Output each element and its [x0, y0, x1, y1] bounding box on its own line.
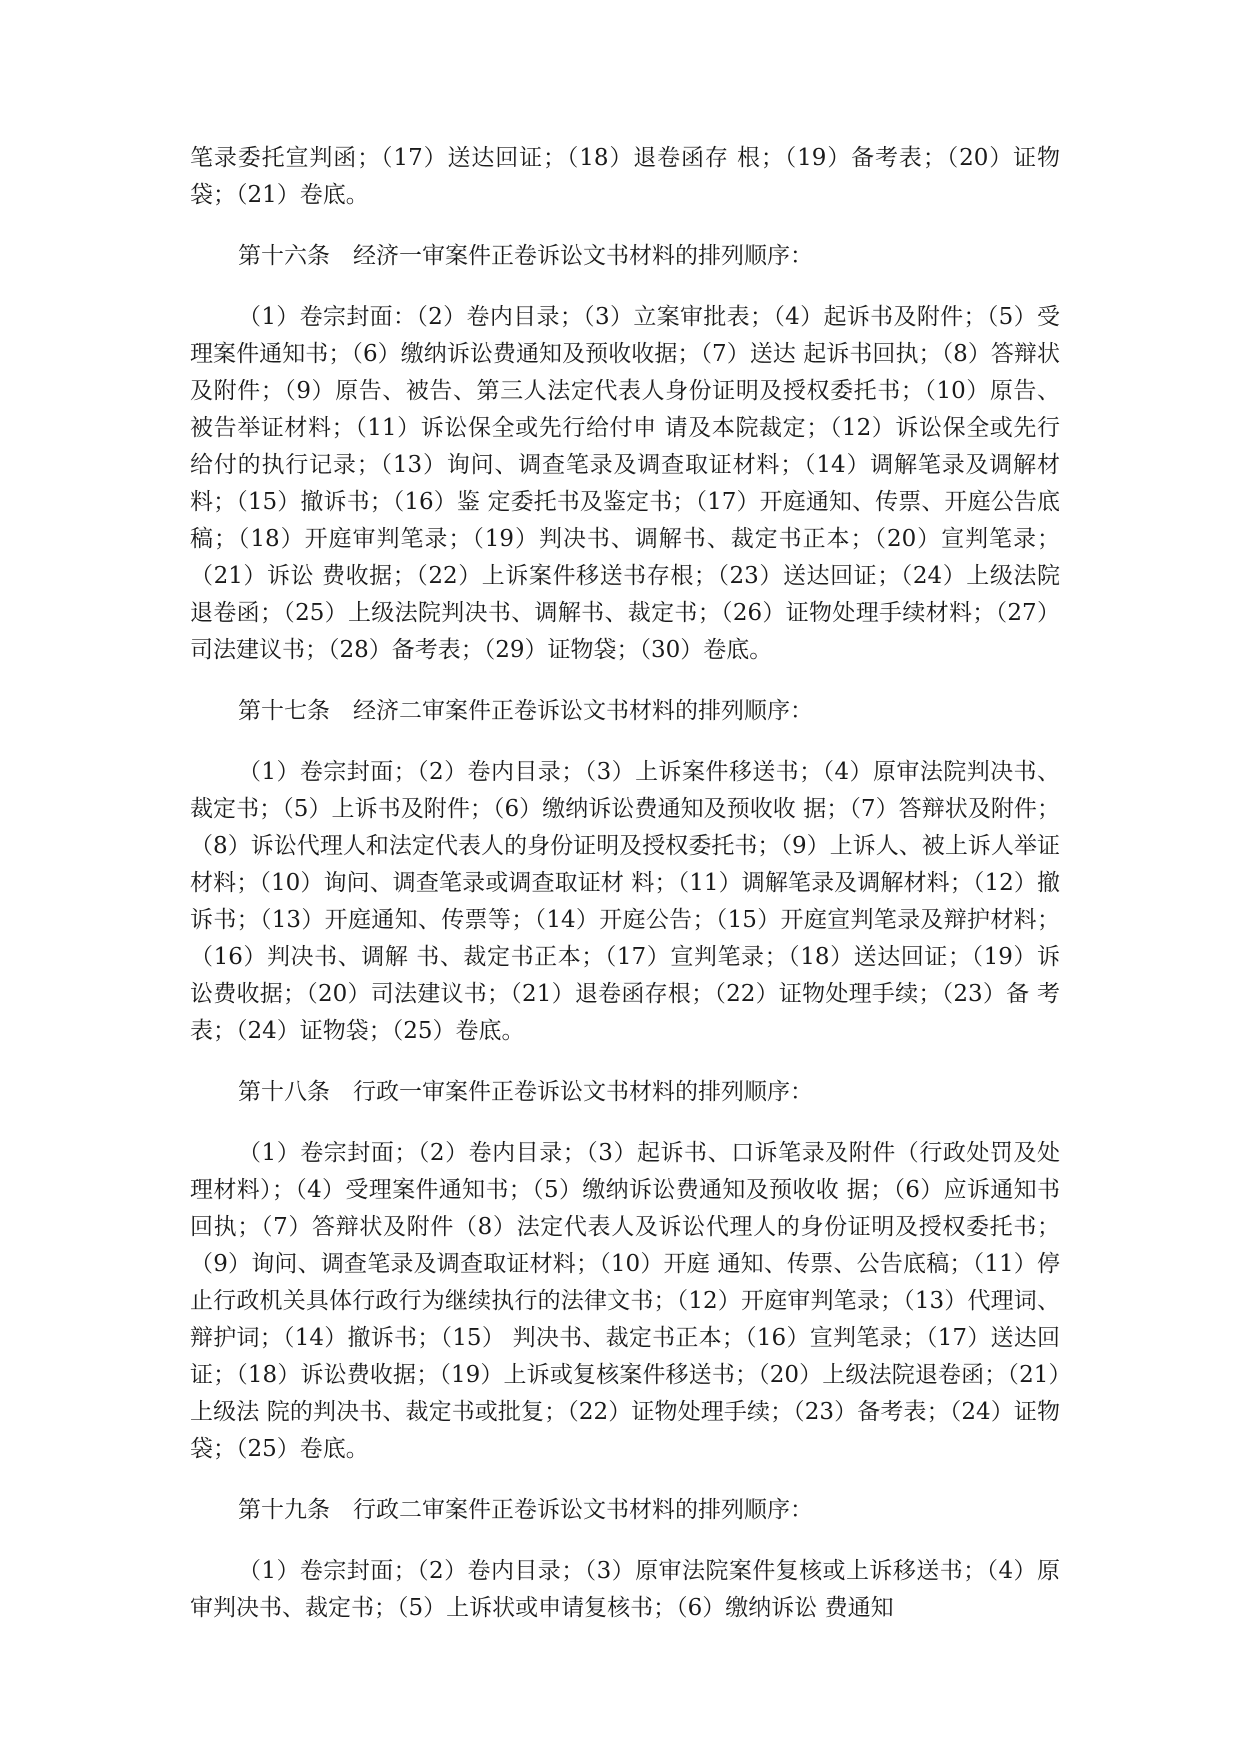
document-page — [190, 140, 1060, 1627]
article-19-list: （1）卷宗封面；（2）卷内目录；（3）原审法院案件复核或上诉移送书；（4）原审判决书、裁定书；（5）上诉状或申请复核书；（6）缴纳诉讼 费通知 — [190, 1558, 1060, 1621]
article-17-list: （1）卷宗封面；（2）卷内目录；（3）上诉案件移送书；（4）原审法院判决书、裁定书；（5）上诉书及附件；（6）缴纳诉讼费通知及预收收 据；（7）答辩状及附件；（8）诉讼代理人和法定代表人的身份证明及授权委托书；（9）上诉人、被上诉人举证材料；（10）询问、调查笔录或调查取证材 料；（11）调解笔录及调解材料；（12）撤诉书；（13）开庭通知、传票等；（14）开庭公告；（15）开庭宣判笔录及辩护材料；（16）判决书、调解 书、裁定书正本；（17）宣判笔录；（18）送达回证；（19）诉讼费收据；（20）司法建议书；（21）退卷函存根；（22）证物处理手续；（23）备 考表；（24）证物袋；（25）卷底。 — [190, 759, 1060, 1044]
article-18-heading: 第十八条 行政一审案件正卷诉讼文书材料的排列顺序： — [238, 1079, 813, 1105]
article-17-heading: 第十七条 经济二审案件正卷诉讼文书材料的排列顺序： — [238, 698, 813, 724]
article-19-heading: 第十九条 行政二审案件正卷诉讼文书材料的排列顺序： — [238, 1497, 813, 1523]
article-16-heading: 第十六条 经济一审案件正卷诉讼文书材料的排列顺序： — [238, 243, 813, 269]
article-18-list: （1）卷宗封面；（2）卷内目录；（3）起诉书、口诉笔录及附件（行政处罚及处理材料）；（4）受理案件通知书；（5）缴纳诉讼费通知及预收收 据；（6）应诉通知书回执；（7）答辩状及附件（8）法定代表人及诉讼代理人的身份证明及授权委托书；（9）询问、调查笔录及调查取证材料；（10）开庭 通知、传票、公告底稿；（11）停止行政机关具体行政行为继续执行的法律文书；（12）开庭审判笔录；（13）代理词、辩护词；（14）撤诉书；（15） 判决书、裁定书正本；（16）宣判笔录；（17）送达回证；（18）诉讼费收据；（19）上诉或复核案件移送书；（20）上级法院退卷函；（21）上级法 院的判决书、裁定书或批复；（22）证物处理手续；（23）备考表；（24）证物袋；（25）卷底。 — [190, 1140, 1060, 1462]
article-16-list: （1）卷宗封面：（2）卷内目录；（3）立案审批表；（4）起诉书及附件；（5）受理案件通知书；（6）缴纳诉讼费通知及预收收据；（7）送达 起诉书回执；（8）答辩状及附件；（9）原告、被告、第三人法定代表人身份证明及授权委托书；（10）原告、被告举证材料；（11）诉讼保全或先行给付申 请及本院裁定；（12）诉讼保全或先行给付的执行记录；（13）询问、调查笔录及调查取证材料；（14）调解笔录及调解材料；（15）撤诉书；（16）鉴 定委托书及鉴定书；（17）开庭通知、传票、开庭公告底稿；（18）开庭审判笔录；（19）判决书、调解书、裁定书正本；（20）宣判笔录；（21）诉讼 费收据；（22）上诉案件移送书存根；（23）送达回证；（24）上级法院退卷函；（25）上级法院判决书、调解书、裁定书；（26）证物处理手续材料；（27）司法建议书；（28）备考表；（29）证物袋；（30）卷底。 — [190, 304, 1060, 663]
paragraph-continuation: 笔录委托宣判函；（17）送达回证；（18）退卷函存 根；（19）备考表；（20）证物袋；（21）卷底。 — [190, 145, 1060, 208]
